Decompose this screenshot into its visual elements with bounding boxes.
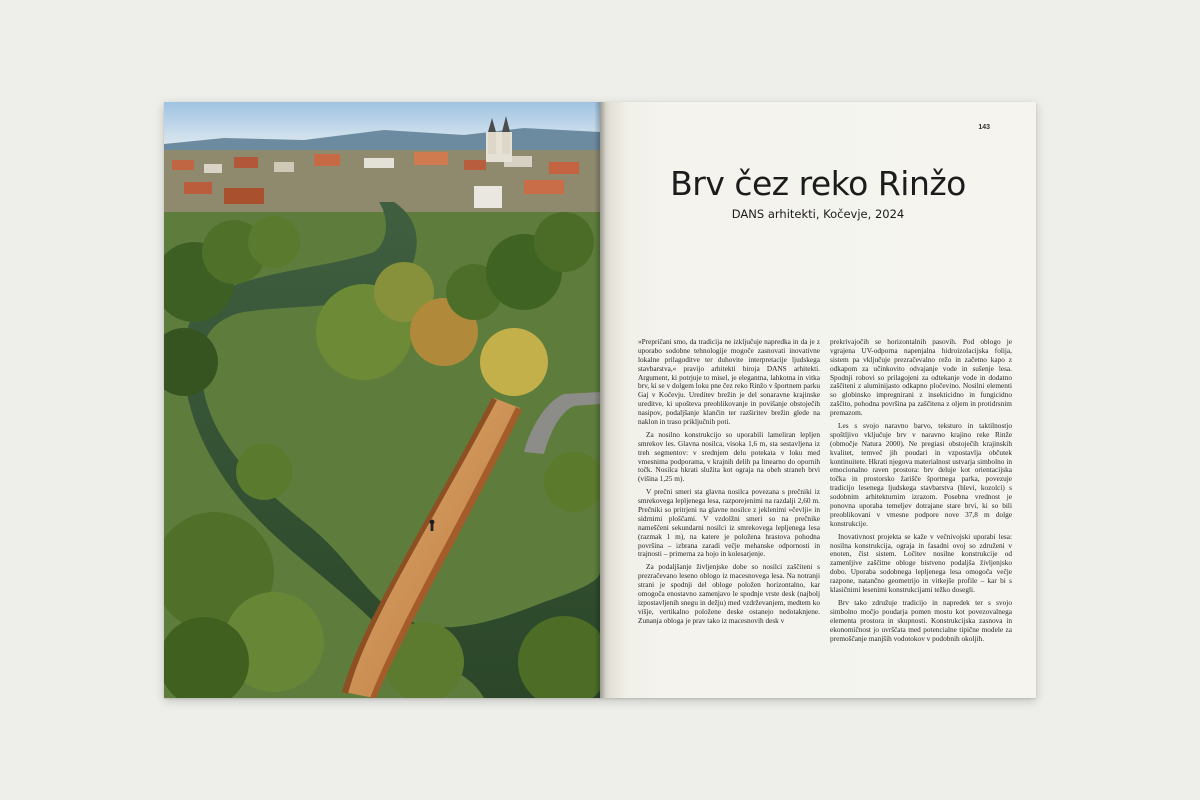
paragraph: V prečni smeri sta glavna nosilca povezana s prečniki iz smrekovega lepljenega lesa, razporejenimi na razdalji 2,60 m. Prečniki so pritrjeni na glavne nosilce z jeklenimi »čevlji« in sidrnimi ploščami. V vzdolžni smeri so na prečnike nameščeni sekundarni nosilci iz smrekovega lepljenega lesa (razmak 1 m), na katere je položena hrastova pohodna površina – izbrana zaradi večje mehanske odpornosti in trajnosti – primerna za hojo in kolesarjenje.	[638, 487, 820, 559]
page-number: 143	[978, 124, 990, 131]
aerial-bridge-photo	[164, 102, 600, 698]
right-page-article	[600, 102, 1036, 698]
left-page-photo	[164, 102, 600, 698]
paragraph: prekrivajočih se horizontalnih pasovih. Pod oblogo je vgrajena UV-odporna napenjalna hidroizolacijska folija, sistem pa vključuje prezračevalno režo in začetno kapo z odkapom za učinkovito odvajanje vode in sušenje lesa. Spodnji robovi so prilagojeni za odtekanje vode in dodatno zaščiteni z aluminijasto odkapno pločevino. Nosilni elementi so globinsko impregnirani z insekticidno in fungicidno zaščito, pohodna površina pa zaščitena z oljem in protidrsnim premazom.	[830, 337, 1012, 418]
text-column-1	[638, 338, 820, 630]
article-title: Brv čez reko Rinžo	[670, 164, 966, 203]
magazine-spread	[164, 102, 1036, 698]
text-column-2	[830, 338, 1012, 647]
paragraph: Inovativnost projekta se kaže v večnivojski uporabi lesa: nosilna konstrukcija, ograja in fasadni ovoj so združeni v enoten, čist sistem. Ločitev nosilne konstrukcije od zamenljive zaščitne obloge bistveno podaljša življenjsko dobo. Uporaba sodobnega lepljenega lesa omogoča večje razpone, natančno geometrijo in vitkejše profile – kar bi s klasičnimi lesenimi konstrukcijami težko dosegli.	[830, 531, 1012, 595]
paragraph: Za nosilno konstrukcijo so uporabili lameliran lepljen smrekov les. Glavna nosilca, visoka 1,6 m, sta sestavljena iz treh segmentov: v srednjem delu potekata v loku med vmesnima podporama, v krajnih delih pa linearno do opornih točk. Nosilca hkrati služita kot ograja na obeh straneh brvi (višina 1,25 m).	[638, 429, 820, 484]
paragraph: Brv tako združuje tradicijo in napredek ter s svojo simbolno močjo poudarja pomen mostu kot povezovalnega elementa prostora in skupnosti. Konstrukcijska zasnova in ekonomičnost jo uvrščata med potencialne tipične modele za premoščanje manjših vodotokov v podobnih okoljih.	[830, 597, 1012, 643]
paragraph: Za podaljšanje življenjske dobe so nosilci zaščiteni s prezračevano leseno oblogo iz macesnovega lesa. Na notranji strani je spodnji del obloge položen horizontalno, kar omogoča enostavno zamenjavo le spodnje vrste desk (najbolj izpostavljenih snegu in dežju) med vzdrževanjem, medtem ko višje, vertikalno položene deske ostanejo nedotaknjene. Zunanja obloga je prav tako iz macesnovih desk v	[638, 562, 820, 625]
article-subtitle: DANS arhitekti, Kočevje, 2024	[731, 207, 905, 221]
paragraph: Les s svojo naravno barvo, teksturo in taktilnostjo spoštljivo vključuje brv v naravno krajino reke Rinže (območje Natura 2000). Ne pregiasi obstoječih krajinskih kvalitet, temveč jih poudari in vzpostavlja občutek kontinuitete. Hkrati njegova materialnost ustvarja simbolno in emocionalno raven prostora: brv deluje kot orientacijska točka in prostorsko žarišče športnega parka, povezuje tradicijo lesenega ljudskega stavbarstva (hlevi, kozolci) s sodobnim arhitekturnim izrazom. Posebna vrednost je ponovna uporaba temeljev dotrajane stare brvi, ki so bili preoblikovani v vmesne podpore nove 37,8 m dolge konstrukcije.	[830, 421, 1012, 528]
paragraph: »Prepričani smo, da tradicija ne izključuje napredka in da je z uporabo sodobne tehnologije mogoče zasnovati inovativne lokalne prilagoditve ter duhovite interpretacije ljudskega stavbarstva,« pravijo arhitekti biroja DANS arhitekti. Argument, ki potrjuje to misel, je elegantna, lahkotna in vitka brv, ki se v dolgem loku pne čez reko Rinžo v športnem parku Gaj v Kočevju. Ureditev brežin je del sonaravne krajinske ureditve, ki upošteva preoblikovanje in povišanje obstoječih nasipov, podaljšanje klančin ter razširitev brežin glede na naklon in traso priključnih poti.	[638, 337, 820, 427]
pedestrian	[430, 520, 435, 525]
